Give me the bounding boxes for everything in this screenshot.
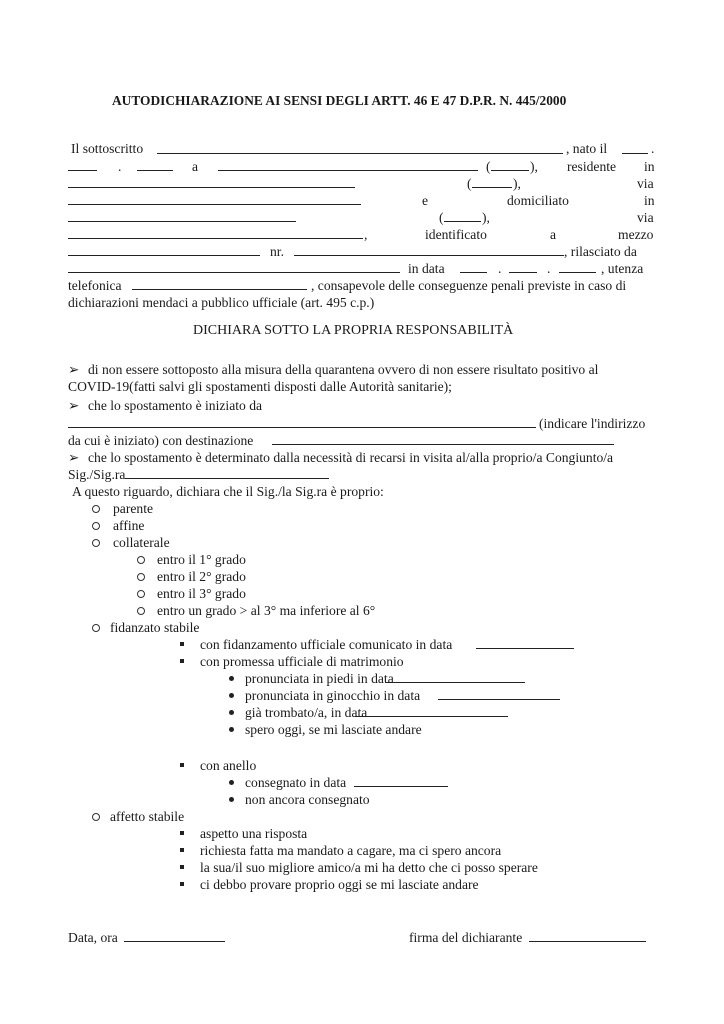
option-grado-1: entro il 1° grado bbox=[157, 552, 246, 567]
label-consapevole: , consapevole delle conseguenze penali previste in caso di bbox=[311, 278, 627, 293]
option-fid-ufficiale: con fidanzamento ufficiale comunicato in data bbox=[200, 637, 453, 652]
label-paren: ), bbox=[482, 210, 490, 225]
field-domicile-street[interactable] bbox=[68, 224, 363, 239]
field-birth-day[interactable] bbox=[622, 139, 648, 154]
field-relative-name[interactable] bbox=[125, 464, 329, 479]
option-affine: affine bbox=[113, 518, 145, 533]
option-fid-promessa: con promessa ufficiale di matrimonio bbox=[200, 654, 404, 669]
square-bullet-icon bbox=[180, 659, 184, 663]
label-telefonica: telefonica bbox=[68, 278, 122, 293]
label-sottoscritto: Il sottoscritto bbox=[71, 141, 144, 156]
option-grado-2: entro il 2° grado bbox=[157, 569, 246, 584]
circle-bullet-icon bbox=[137, 607, 145, 615]
label-data-ora: Data, ora bbox=[68, 930, 118, 945]
label-dot: . bbox=[651, 141, 655, 156]
dot-bullet-icon bbox=[229, 797, 234, 802]
field-document-type[interactable] bbox=[68, 241, 260, 256]
label-residente: residente bbox=[567, 159, 617, 174]
label-identificato: identificato bbox=[425, 227, 487, 242]
label-paren: ), bbox=[530, 159, 538, 174]
field-anello-date[interactable] bbox=[354, 772, 448, 787]
declaration-start: che lo spostamento è iniziato da bbox=[88, 398, 263, 413]
label-via: via bbox=[637, 210, 654, 225]
field-piedi-date[interactable] bbox=[385, 668, 525, 683]
field-start-address[interactable] bbox=[68, 413, 536, 428]
circle-bullet-icon bbox=[92, 539, 100, 547]
field-fid-date[interactable] bbox=[476, 634, 574, 649]
dot-bullet-icon bbox=[229, 780, 234, 785]
arrow-icon: ➢ bbox=[68, 362, 80, 377]
label-via: via bbox=[637, 176, 654, 191]
option-fidanzato: fidanzato stabile bbox=[110, 620, 200, 635]
label-paren: ), bbox=[513, 176, 521, 191]
arrow-icon: ➢ bbox=[68, 450, 80, 465]
label-rilasciato: , rilasciato da bbox=[564, 244, 637, 259]
field-domicile-province[interactable] bbox=[444, 207, 481, 222]
field-residence-street[interactable] bbox=[68, 190, 361, 205]
square-bullet-icon bbox=[180, 831, 184, 835]
field-issue-year[interactable] bbox=[559, 258, 596, 273]
label-dot: . bbox=[547, 261, 551, 276]
declaration-quarantine: di non essere sottoposto alla misura della quarantena ovvero di non essere risultato positivo al bbox=[88, 362, 599, 377]
arrow-icon: ➢ bbox=[68, 398, 80, 413]
label-mezzo: mezzo bbox=[618, 227, 654, 242]
circle-bullet-icon bbox=[92, 505, 100, 513]
label-paren: ( bbox=[467, 176, 472, 191]
declaration-visit: che lo spostamento è determinato dalla necessità di recarsi in visita al/alla proprio/a Congiunto/a bbox=[88, 450, 614, 465]
option-anello-consegnato: consegnato in data bbox=[245, 775, 347, 790]
label-dot: . bbox=[498, 261, 502, 276]
dot-bullet-icon bbox=[229, 727, 234, 732]
field-issued-by[interactable] bbox=[68, 258, 400, 273]
dot-bullet-icon bbox=[229, 676, 234, 681]
dot-bullet-icon bbox=[229, 693, 234, 698]
field-data-ora[interactable] bbox=[124, 927, 225, 942]
field-phone[interactable] bbox=[132, 275, 307, 290]
label-in: in bbox=[644, 193, 655, 208]
label-dot: . bbox=[118, 159, 122, 174]
square-bullet-icon bbox=[180, 848, 184, 852]
label-a: a bbox=[192, 159, 199, 174]
option-spero: spero oggi, se mi lasciate andare bbox=[245, 722, 422, 737]
label-e: e bbox=[422, 193, 429, 208]
field-trombato-date[interactable] bbox=[355, 702, 508, 717]
label-paren: ( bbox=[486, 159, 491, 174]
field-birth-month[interactable] bbox=[68, 156, 97, 171]
field-residence-province[interactable] bbox=[472, 173, 512, 188]
field-name[interactable] bbox=[157, 139, 563, 154]
circle-bullet-icon bbox=[137, 573, 145, 581]
field-domicile-city[interactable] bbox=[68, 207, 296, 222]
label-a: a bbox=[550, 227, 557, 242]
field-birth-place[interactable] bbox=[218, 156, 478, 171]
circle-bullet-icon bbox=[92, 813, 100, 821]
option-affetto-1: aspetto una risposta bbox=[200, 826, 308, 841]
field-birth-province[interactable] bbox=[491, 156, 529, 171]
option-anello-non-consegnato: non ancora consegnato bbox=[245, 792, 370, 807]
option-grado-6: entro un grado > al 3° ma inferiore al 6° bbox=[157, 603, 376, 618]
field-birth-year[interactable] bbox=[137, 156, 173, 171]
square-bullet-icon bbox=[180, 763, 184, 767]
label-domiciliato: domiciliato bbox=[507, 193, 569, 208]
label-utenza: , utenza bbox=[601, 261, 644, 276]
label-nato-il: , nato il bbox=[566, 141, 608, 156]
square-bullet-icon bbox=[180, 865, 184, 869]
label-dichiarazioni: dichiarazioni mendaci a pubblico ufficiale (art. 495 c.p.) bbox=[68, 295, 375, 310]
circle-bullet-icon bbox=[92, 624, 100, 632]
circle-bullet-icon bbox=[92, 522, 100, 530]
field-firma[interactable] bbox=[529, 927, 646, 942]
option-ginocchio: pronunciata in ginocchio in data bbox=[245, 688, 421, 703]
circle-bullet-icon bbox=[137, 556, 145, 564]
option-affetto-3: la sua/il suo migliore amico/a mi ha detto che ci posso sperare bbox=[200, 860, 538, 875]
label-destinazione: da cui è iniziato) con destinazione bbox=[68, 433, 254, 448]
label-paren: ( bbox=[439, 210, 444, 225]
label-in-data: in data bbox=[408, 261, 445, 276]
label-firma: firma del dichiarante bbox=[409, 930, 523, 945]
circle-bullet-icon bbox=[137, 590, 145, 598]
label-riguardo: A questo riguardo, dichiara che il Sig./la Sig.ra è proprio: bbox=[72, 484, 384, 499]
option-grado-3: entro il 3° grado bbox=[157, 586, 246, 601]
option-affetto: affetto stabile bbox=[110, 809, 185, 824]
option-trombato: già trombato/a, in data bbox=[245, 705, 368, 720]
field-ginocchio-date[interactable] bbox=[438, 685, 560, 700]
section-heading: DICHIARA SOTTO LA PROPRIA RESPONSABILITÀ bbox=[193, 323, 514, 338]
option-anello: con anello bbox=[200, 758, 257, 773]
option-piedi: pronunciata in piedi in data bbox=[245, 671, 394, 686]
option-affetto-4: ci debbo provare proprio oggi se mi lasciate andare bbox=[200, 877, 479, 892]
option-parente: parente bbox=[113, 501, 153, 516]
square-bullet-icon bbox=[180, 642, 184, 646]
declaration-quarantine-cont: COVID-19(fatti salvi gli spostamenti disposti dalle Autorità sanitarie); bbox=[68, 379, 452, 394]
field-destination[interactable] bbox=[272, 430, 614, 445]
label-comma: , bbox=[364, 227, 368, 242]
field-document-number[interactable] bbox=[294, 241, 564, 256]
option-affetto-2: richiesta fatta ma mandato a cagare, ma ci spero ancora bbox=[200, 843, 502, 858]
document-title: AUTODICHIARAZIONE AI SENSI DEGLI ARTT. 46 E 47 D.P.R. N. 445/2000 bbox=[112, 93, 567, 108]
label-sig: Sig./Sig.ra bbox=[68, 467, 126, 482]
label-indicare: (indicare l'indirizzo bbox=[539, 416, 646, 431]
field-issue-month[interactable] bbox=[509, 258, 537, 273]
field-residence-city[interactable] bbox=[68, 173, 355, 188]
option-collaterale: collaterale bbox=[113, 535, 170, 550]
dot-bullet-icon bbox=[229, 710, 234, 715]
label-in: in bbox=[644, 159, 655, 174]
square-bullet-icon bbox=[180, 882, 184, 886]
label-nr: nr. bbox=[270, 244, 284, 259]
field-issue-day[interactable] bbox=[460, 258, 487, 273]
